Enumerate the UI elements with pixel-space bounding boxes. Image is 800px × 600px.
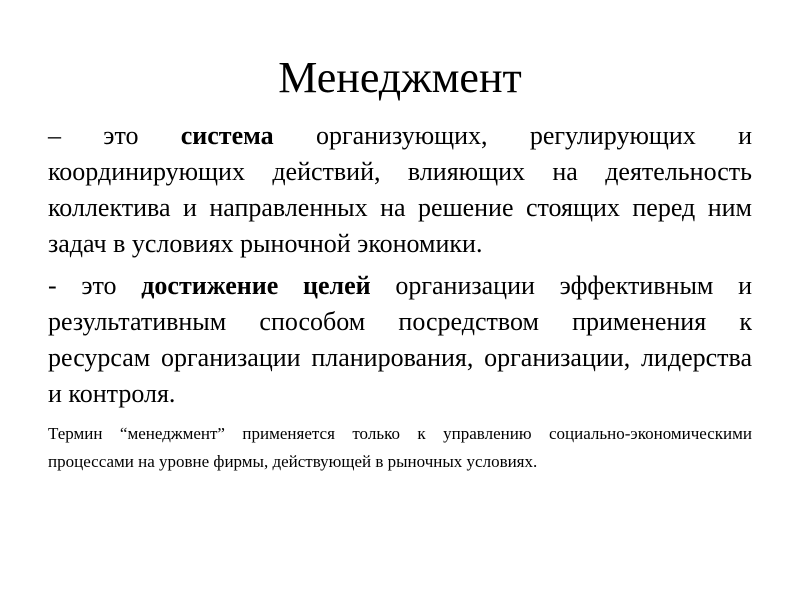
definition-1-text: организующих, регулирующих и координирующих действий, влияющих на деятельность коллектива и направленных на решение стоящих перед ним задач в условиях рыночной экономики. bbox=[48, 121, 752, 258]
slide-title: Менеджмент bbox=[278, 53, 522, 102]
definition-1 bbox=[48, 118, 752, 262]
definition-2-term: достижение целей bbox=[141, 271, 371, 300]
definition-2 bbox=[48, 268, 752, 412]
term-note: Термин “менеджмент” применяется только к управлению социально-экономическими процессами на уровне фирмы, действующей в рыночных условиях. bbox=[48, 424, 752, 471]
definition-1-prefix: – это bbox=[48, 121, 181, 150]
slide-body bbox=[48, 118, 752, 476]
definition-2-prefix: - это bbox=[48, 271, 142, 300]
definition-2-text: организации эффективным и результативным способом посредством применения к ресурсам организации планирования, организации, лидерства и контроля. bbox=[48, 271, 753, 408]
definition-1-term: система bbox=[180, 121, 274, 150]
